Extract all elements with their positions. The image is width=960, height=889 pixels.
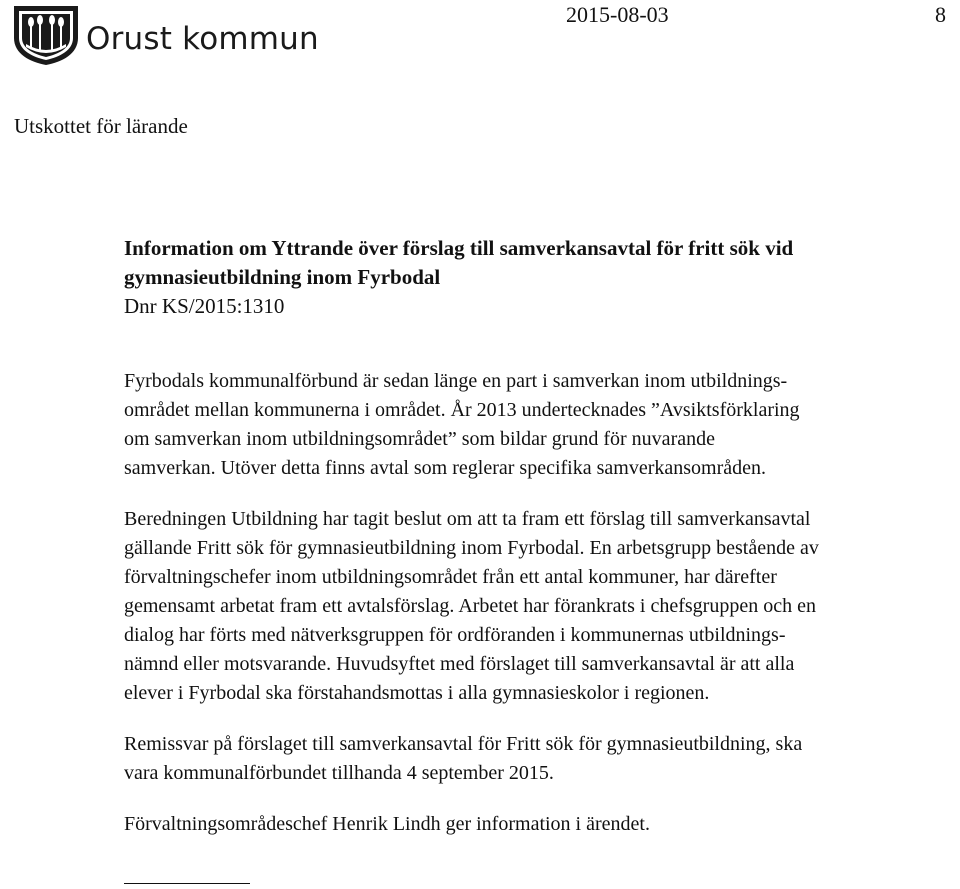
text-line: gemensamt arbetat fram ett avtalsförslag. Arbetet har förankrats i chefsgruppen och en (124, 595, 816, 617)
page-header (0, 0, 960, 70)
footnote-divider (124, 883, 250, 884)
paragraph-deadline (124, 730, 944, 788)
text-line: gällande Fritt sök för gymnasieutbildning inom Fyrbodal. En arbetsgrupp bestående av (124, 537, 819, 559)
item-title-line: gymnasieutbildning inom Fyrbodal (124, 265, 441, 289)
text-line: nämnd eller motsvarande. Huvudsyftet med förslaget till samverkansavtal är att alla (124, 653, 795, 675)
text-line: förvaltningschefer inom utbildningsområdet från ett antal kommuner, har därefter (124, 566, 777, 588)
case-number: Dnr KS/2015:1310 (124, 294, 285, 318)
item-title-line: Information om Yttrande över förslag till samverkansavtal för fritt sök vid (124, 236, 794, 260)
paragraph-presenter (124, 810, 944, 839)
text-line: Beredningen Utbildning har tagit beslut om att ta fram ett förslag till samverkansavtal (124, 508, 811, 530)
agenda-item (124, 234, 944, 839)
text-line: Förvaltningsområdeschef Henrik Lindh ger information i ärendet. (124, 813, 650, 835)
text-line: området mellan kommunerna i området. År 2013 undertecknades ”Avsiktsförklaring (124, 399, 800, 421)
text-line: om samverkan inom utbildningsområdet” som bildar grund för nuvarande (124, 428, 715, 450)
committee-name: Utskottet för lärande (14, 114, 188, 138)
org-name: Orust kommun (86, 21, 319, 57)
text-line: Remissvar på förslaget till samverkansavtal för Fritt sök för gymnasieutbildning, ska (124, 733, 803, 755)
text-line: vara kommunalförbundet tillhanda 4 september 2015. (124, 762, 554, 784)
document-date: 2015-08-03 (566, 2, 669, 27)
paragraph-proposal (124, 505, 944, 708)
item-title (124, 234, 944, 292)
page-number: 8 (935, 2, 946, 27)
text-line: elever i Fyrbodal ska förstahandsmottas i alla gymnasieskolor i regionen. (124, 682, 710, 704)
text-line: Fyrbodals kommunalförbund är sedan länge en part i samverkan inom utbildnings- (124, 370, 788, 392)
text-line: samverkan. Utöver detta finns avtal som reglerar specifika samverkansområden. (124, 457, 766, 479)
paragraph-background (124, 367, 944, 483)
coat-of-arms-icon (10, 4, 82, 66)
org-logo (10, 4, 319, 66)
text-line: dialog har förts med nätverksgruppen för ordföranden i kommunernas utbildnings- (124, 624, 786, 646)
